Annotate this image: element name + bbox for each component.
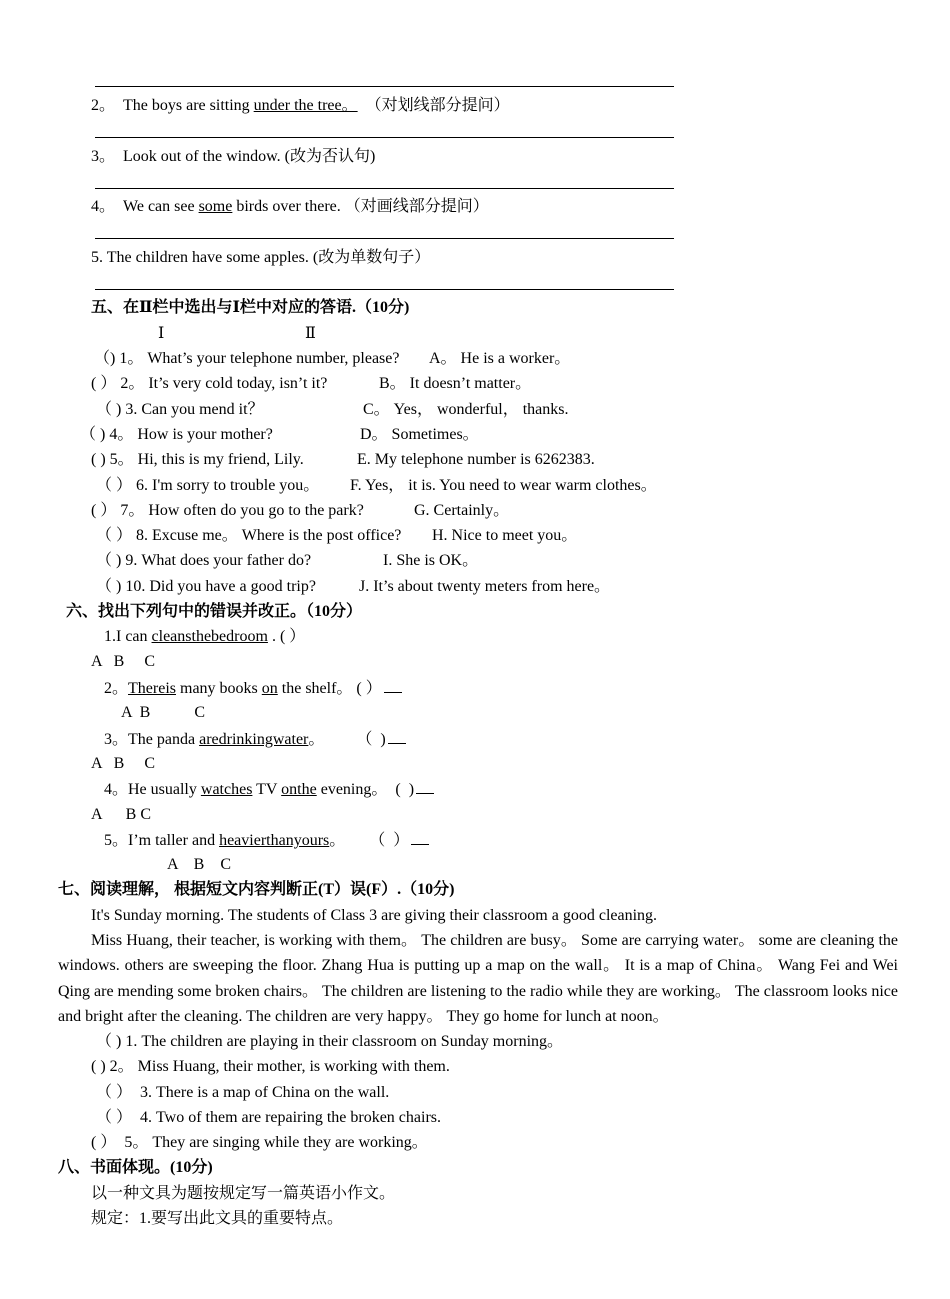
answer-blank[interactable] (416, 779, 434, 794)
match-answer: C。 Yes， wonderful， thanks. (363, 401, 569, 418)
s4-question-5: 5. The children have some apples. (改为单数句子） (91, 249, 431, 266)
reading-paragraph-2: Miss Huang, their teacher, is working with them。 The children are busy。 Some are carrying water。 some are cleaning the windows. others are sweeping the floor. Zhang Hua is putting up a map on the wall。 It is a map of China。 Wang Fei and Wei Qing are mending some broken chairs。 The children are listening to the radio while they are working。 The classroom looks nice and bright after the cleaning. The children are very happy。 They go home for lunch at noon。 (58, 932, 899, 1025)
match-question: （ ） 8. Excuse me。 Where is the post office? (96, 527, 402, 544)
error-options-4: A B C (91, 806, 152, 823)
answer-blank[interactable] (411, 830, 429, 845)
judge-item: （ ） 3. There is a map of China on the wall. (96, 1084, 390, 1101)
match-answer: A。 He is a worker。 (429, 350, 571, 367)
judge-item: ( ) 2。 Miss Huang, their mother, is working with them. (91, 1058, 450, 1075)
reading-paragraph-1: It's Sunday morning. The students of Class 3 are giving their classroom a good cleaning. (91, 907, 658, 924)
s4-question-2: 2。 The boys are sitting under the tree。 （对划线部分提问） (91, 97, 510, 114)
match-question: ( ） 2。 It’s very cold today, isn’t it? (91, 375, 328, 392)
match-answer: D。 Sometimes。 (360, 426, 479, 443)
match-question: （ ) 10. Did you have a good trip? (96, 578, 316, 595)
match-answer: G. Certainly。 (414, 502, 510, 519)
answer-line-5 (95, 289, 674, 290)
section7-title: 七、阅读理解， 根据短文内容判断正(T）误(F）.（10分) (58, 881, 455, 898)
match-answer: F. Yes， it is. You need to wear warm clothes。 (350, 477, 657, 494)
match-question: （ ) 3. Can you mend it？ (96, 401, 264, 418)
judge-item: （ ） 4. Two of them are repairing the broken chairs. (96, 1109, 441, 1126)
match-answer: E. My telephone number is 6262383. (357, 451, 595, 468)
writing-requirement: 规定：1.要写出此文具的重要特点。 (91, 1210, 344, 1227)
section6-title: 六、找出下列句中的错误并改正。（10分） (66, 603, 363, 620)
judge-item: ( ） 5。 They are singing while they are working。 (91, 1134, 428, 1151)
error-question-2: 2。Thereis many books on the shelf。 ( ） (104, 678, 402, 699)
error-options-2: A B C (121, 704, 206, 721)
error-options-5: A B C (167, 856, 232, 873)
section5-title: 五、在Ⅱ栏中选出与Ⅰ栏中对应的答语.（10分) (91, 299, 410, 316)
match-answer: J. It’s about twenty meters from here。 (359, 578, 611, 595)
writing-instruction: 以一种文具为题按规定写一篇英语小作文。 (91, 1185, 396, 1202)
match-answer: I. She is OK。 (383, 552, 479, 569)
error-question-1: 1.I can cleansthebedroom . ( ） (104, 628, 306, 645)
error-options-1: A B C (91, 653, 156, 670)
match-question: （) 1。 What’s your telephone number, please? (94, 350, 400, 367)
match-answer: H. Nice to meet you。 (432, 527, 578, 544)
error-question-3: 3。The panda aredrinkingwater。 （ ) (104, 729, 406, 750)
match-question: （ ) 9. What does your father do? (96, 552, 312, 569)
error-question-5: 5。I’m taller and heavierthanyours。 （ ） (104, 830, 429, 851)
error-question-4: 4。He usually watches TV onthe evening。 ( ) (104, 779, 434, 800)
match-answer: B。 It doesn’t matter。 (379, 375, 532, 392)
match-question: ( ） 7。 How often do you go to the park? (91, 502, 364, 519)
s4-question-3: 3。 Look out of the window. (改为否认句) (91, 148, 376, 165)
match-question: （ ） 6. I'm sorry to trouble you。 (96, 477, 320, 494)
match-question: ( ) 5。 Hi, this is my friend, Lily. (91, 451, 304, 468)
answer-line-2 (95, 137, 674, 138)
column-1-header: Ⅰ (158, 325, 165, 342)
judge-item: （ ) 1. The children are playing in their classroom on Sunday morning。 (96, 1033, 564, 1050)
column-2-header: Ⅱ (305, 325, 316, 342)
answer-line-1 (95, 86, 674, 87)
error-options-3: A B C (91, 755, 156, 772)
answer-blank[interactable] (384, 678, 402, 693)
answer-line-4 (95, 238, 674, 239)
s4-question-4: 4。 We can see some birds over there. （对画线部分提问） (91, 198, 489, 215)
answer-line-3 (95, 188, 674, 189)
section8-title: 八、书面体现。(10分) (58, 1159, 213, 1176)
match-question: （ ) 4。 How is your mother? (80, 426, 273, 443)
answer-blank[interactable] (388, 729, 406, 744)
